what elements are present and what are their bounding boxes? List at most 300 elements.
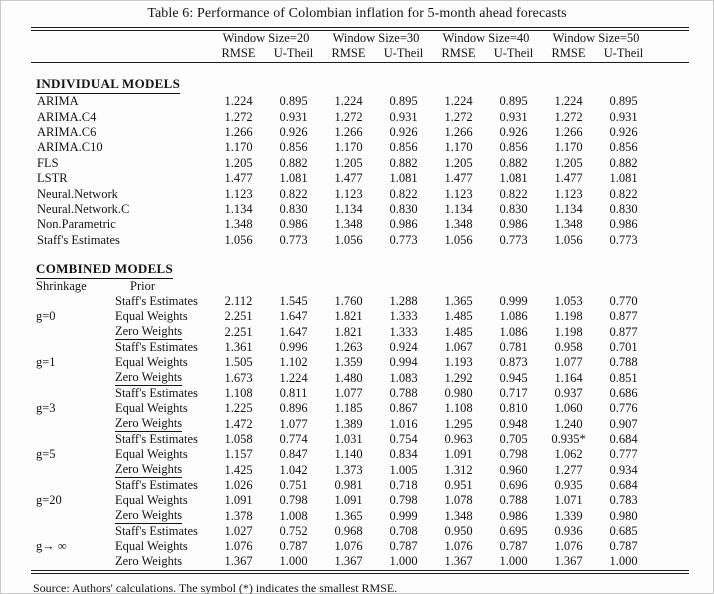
window-size-header: Window Size=20 — [222, 31, 310, 45]
value-cell: 1.123 — [334, 186, 363, 201]
value-cell: 1.373 — [334, 462, 363, 477]
combined-model-row — [31, 493, 689, 508]
value-cell: 1.266 — [554, 124, 583, 139]
value-cell: 0.960 — [499, 462, 528, 477]
combined-model-row — [31, 462, 689, 478]
value-cell: 1.295 — [444, 416, 473, 431]
value-cell: 0.718 — [389, 478, 418, 493]
value-cell: 1.224 — [554, 94, 583, 109]
spacer-cell — [651, 171, 689, 186]
shrinkage-label: g=20 — [36, 493, 62, 508]
combined-model-row — [31, 416, 689, 432]
combined-models-heading: COMBINED MODELS — [31, 261, 689, 279]
metric-header: RMSE — [331, 46, 366, 60]
value-cell: 1.240 — [554, 416, 583, 431]
value-cell: 1.053 — [554, 293, 583, 308]
window-size-header-row — [31, 31, 689, 46]
combined-model-row — [31, 432, 689, 447]
value-cell: 1.000 — [279, 554, 308, 569]
value-cell: 1.272 — [444, 109, 473, 124]
prior-label: Staff's Estimates — [115, 432, 198, 447]
value-cell: 1.067 — [444, 340, 473, 355]
individual-model-row — [31, 94, 689, 109]
combined-model-row — [31, 478, 689, 493]
value-cell: 1.060 — [554, 401, 583, 416]
spacer-cell — [651, 508, 689, 524]
value-cell: 0.708 — [389, 524, 418, 539]
value-cell: 0.695 — [499, 524, 528, 539]
value-cell: 1.266 — [334, 124, 363, 139]
value-cell: 0.986 — [609, 217, 638, 232]
value-cell: 1.081 — [609, 171, 638, 186]
value-cell: 1.008 — [279, 508, 308, 523]
value-cell: 0.937 — [554, 386, 583, 401]
shrinkage-label: g=5 — [36, 447, 56, 462]
combined-label-cell — [31, 309, 211, 324]
combined-label-cell — [31, 416, 211, 432]
spacer-cell — [651, 416, 689, 432]
prior-label: Equal Weights — [115, 539, 188, 554]
value-cell: 1.333 — [389, 308, 418, 323]
prior-label: Staff's Estimates — [115, 340, 198, 355]
metric-header: U-Theil — [603, 46, 644, 60]
value-cell: 1.076 — [224, 539, 253, 554]
model-label: ARIMA.C10 — [37, 140, 103, 155]
value-cell: 0.773 — [279, 232, 308, 247]
value-cell: 1.076 — [334, 539, 363, 554]
combined-model-row — [31, 386, 689, 401]
value-cell: 1.359 — [334, 355, 363, 370]
value-cell: 1.348 — [444, 508, 473, 523]
value-cell: 0.882 — [609, 155, 638, 170]
value-cell: 0.787 — [279, 539, 308, 554]
value-cell: 1.205 — [444, 155, 473, 170]
value-cell: 1.266 — [444, 124, 473, 139]
value-cell: 1.348 — [554, 217, 583, 232]
shrinkage-label: g→ ∞ — [36, 539, 67, 554]
value-cell: 1.367 — [444, 554, 473, 569]
model-label: ARIMA — [37, 94, 79, 109]
prior-label: Equal Weights — [115, 308, 188, 323]
value-cell: 1.123 — [554, 186, 583, 201]
value-cell: 1.224 — [334, 94, 363, 109]
value-cell: 0.822 — [609, 186, 638, 201]
spacer-cell — [651, 462, 689, 478]
value-cell: 2.251 — [224, 324, 253, 339]
value-cell: 1.361 — [224, 340, 253, 355]
value-cell: 0.996 — [279, 340, 308, 355]
spacer-cell — [651, 294, 689, 309]
value-cell: 1.224 — [224, 94, 253, 109]
spacer-cell — [651, 340, 689, 355]
value-cell: 1.134 — [224, 201, 253, 216]
value-cell: 1.367 — [224, 554, 253, 569]
table-title: Table 6: Performance of Colombian inflation for 5-month ahead forecasts — [147, 6, 567, 21]
value-cell: 1.016 — [389, 416, 418, 431]
combined-label-cell — [31, 340, 211, 355]
value-cell: 0.798 — [499, 447, 528, 462]
value-cell: 0.717 — [499, 386, 528, 401]
value-cell: 0.822 — [389, 186, 418, 201]
value-cell: 1.157 — [224, 447, 253, 462]
combined-label-cell — [31, 432, 211, 447]
results-table — [31, 27, 689, 594]
value-cell: 0.867 — [389, 401, 418, 416]
value-cell: 0.856 — [609, 140, 638, 155]
value-cell: 1.647 — [279, 308, 308, 323]
value-cell: 1.425 — [224, 462, 253, 477]
value-cell: 1.071 — [554, 493, 583, 508]
value-cell: 1.673 — [224, 370, 253, 385]
combined-label-cell — [31, 386, 211, 401]
value-cell: 1.134 — [554, 201, 583, 216]
value-cell: 0.773 — [499, 232, 528, 247]
spacer-cell — [651, 31, 689, 46]
value-cell: 1.205 — [334, 155, 363, 170]
value-cell: 0.856 — [279, 140, 308, 155]
spacer-cell — [651, 217, 689, 232]
value-cell: 1.076 — [444, 539, 473, 554]
spacer-cell — [651, 432, 689, 447]
value-cell: 0.931 — [609, 109, 638, 124]
combined-label-cell — [31, 370, 211, 386]
value-cell: 0.685 — [609, 524, 638, 539]
value-cell: 1.091 — [444, 447, 473, 462]
prior-label: Zero Weights — [115, 416, 183, 431]
value-cell: 0.810 — [499, 401, 528, 416]
model-label: LSTR — [37, 171, 68, 186]
value-cell: 1.123 — [224, 186, 253, 201]
spacer-cell — [651, 493, 689, 508]
value-cell: 1.224 — [444, 94, 473, 109]
value-cell: 0.787 — [499, 539, 528, 554]
value-cell: 0.931 — [389, 109, 418, 124]
value-cell: 0.986 — [499, 217, 528, 232]
shrinkage-label: g=3 — [36, 401, 56, 416]
value-cell: 0.684 — [609, 478, 638, 493]
value-cell: 0.830 — [609, 201, 638, 216]
individual-model-row — [31, 125, 689, 140]
value-cell: 0.882 — [389, 155, 418, 170]
value-cell: 1.272 — [224, 109, 253, 124]
individual-models-table — [31, 94, 689, 248]
value-cell: 0.773 — [609, 232, 638, 247]
value-cell: 0.935* — [551, 432, 586, 447]
value-cell: 1.205 — [554, 155, 583, 170]
prior-label: Staff's Estimates — [115, 293, 198, 308]
individual-model-row — [31, 109, 689, 124]
value-cell: 0.847 — [279, 447, 308, 462]
prior-label: Zero Weights — [115, 554, 183, 569]
value-cell: 0.822 — [279, 186, 308, 201]
combined-model-row — [31, 447, 689, 462]
value-cell: 1.263 — [334, 340, 363, 355]
combined-model-row — [31, 524, 689, 539]
value-cell: 0.830 — [279, 201, 308, 216]
value-cell: 0.980 — [609, 508, 638, 523]
value-cell: 1.000 — [609, 554, 638, 569]
value-cell: 1.198 — [554, 308, 583, 323]
spacer-cell — [651, 94, 689, 109]
value-cell: 1.062 — [554, 447, 583, 462]
model-label: Neural.Network — [37, 186, 118, 201]
value-cell: 1.170 — [554, 140, 583, 155]
value-cell: 1.224 — [279, 370, 308, 385]
metric-header-row — [31, 46, 689, 61]
prior-label: Staff's Estimates — [115, 478, 198, 493]
combined-label-cell — [31, 324, 211, 340]
value-cell: 0.770 — [609, 293, 638, 308]
value-cell: 0.856 — [389, 140, 418, 155]
spacer-cell — [651, 386, 689, 401]
prior-label: Equal Weights — [115, 355, 188, 370]
value-cell: 1.170 — [444, 140, 473, 155]
metric-header: RMSE — [221, 46, 256, 60]
value-cell: 0.873 — [499, 355, 528, 370]
value-cell: 1.170 — [334, 140, 363, 155]
combined-subheader-cell — [31, 279, 211, 294]
value-cell: 0.999 — [389, 508, 418, 523]
value-cell: 2.251 — [224, 308, 253, 323]
metric-header: U-Theil — [493, 46, 534, 60]
value-cell: 1.042 — [279, 462, 308, 477]
value-cell: 0.963 — [444, 432, 473, 447]
value-cell: 0.684 — [609, 432, 638, 447]
metric-header: RMSE — [551, 46, 586, 60]
value-cell: 1.505 — [224, 355, 253, 370]
value-cell: 1.185 — [334, 401, 363, 416]
combined-label-cell — [31, 447, 211, 462]
spacer-cell — [651, 156, 689, 171]
value-cell: 0.830 — [499, 201, 528, 216]
combined-model-row — [31, 294, 689, 309]
value-cell: 1.056 — [224, 232, 253, 247]
value-cell: 1.076 — [554, 539, 583, 554]
value-cell: 1.198 — [554, 324, 583, 339]
spacer-cell — [31, 46, 211, 61]
model-label: FLS — [37, 155, 59, 170]
combined-model-row — [31, 324, 689, 340]
value-cell: 1.086 — [499, 324, 528, 339]
value-cell: 1.485 — [444, 308, 473, 323]
value-cell: 0.822 — [499, 186, 528, 201]
spacer-cell — [651, 539, 689, 554]
value-cell: 1.348 — [334, 217, 363, 232]
value-cell: 1.134 — [444, 201, 473, 216]
value-cell: 0.882 — [279, 155, 308, 170]
value-cell: 0.895 — [609, 94, 638, 109]
value-cell: 1.081 — [279, 171, 308, 186]
spacer-cell — [211, 279, 689, 294]
prior-label: Equal Weights — [115, 401, 188, 416]
value-cell: 0.788 — [389, 386, 418, 401]
source-note: Source: Authors' calculations. The symbol (*) indicates the smallest RMSE. — [33, 580, 398, 594]
value-cell: 1.102 — [279, 355, 308, 370]
value-cell: 1.027 — [224, 524, 253, 539]
combined-model-row — [31, 370, 689, 386]
value-cell: 0.895 — [499, 94, 528, 109]
prior-label: Zero Weights — [115, 370, 183, 385]
combined-label-cell — [31, 524, 211, 539]
value-cell: 0.754 — [389, 432, 418, 447]
prior-label: Zero Weights — [115, 462, 183, 477]
value-cell: 1.031 — [334, 432, 363, 447]
combined-label-cell — [31, 539, 211, 554]
prior-column-header: Prior — [130, 278, 155, 293]
spacer-cell — [651, 401, 689, 416]
model-label: ARIMA.C6 — [37, 124, 97, 139]
value-cell: 0.776 — [609, 401, 638, 416]
value-cell: 0.926 — [499, 124, 528, 139]
individual-models-heading: INDIVIDUAL MODELS — [31, 76, 689, 94]
individual-model-row — [31, 156, 689, 171]
combined-label-cell — [31, 478, 211, 493]
prior-label: Equal Weights — [115, 493, 188, 508]
value-cell: 0.851 — [609, 370, 638, 385]
combined-model-row — [31, 401, 689, 416]
value-cell: 0.751 — [279, 478, 308, 493]
combined-model-row — [31, 508, 689, 524]
value-cell: 1.058 — [224, 432, 253, 447]
header-rule — [31, 62, 689, 63]
spacer-cell — [651, 309, 689, 324]
spacer-cell — [651, 46, 689, 61]
value-cell: 1.077 — [554, 355, 583, 370]
metric-header: U-Theil — [383, 46, 424, 60]
value-cell: 1.485 — [444, 324, 473, 339]
value-cell: 0.907 — [609, 416, 638, 431]
value-cell: 1.365 — [444, 293, 473, 308]
value-cell: 0.935 — [554, 478, 583, 493]
value-cell: 1.077 — [279, 416, 308, 431]
value-cell: 1.477 — [334, 171, 363, 186]
spacer-cell — [651, 447, 689, 462]
value-cell: 2.112 — [224, 293, 253, 308]
value-cell: 1.378 — [224, 508, 253, 523]
value-cell: 1.821 — [334, 308, 363, 323]
value-cell: 1.170 — [224, 140, 253, 155]
value-cell: 1.545 — [279, 293, 308, 308]
value-cell: 0.877 — [609, 308, 638, 323]
spacer-cell — [651, 370, 689, 386]
model-label: Non.Parametric — [37, 217, 116, 232]
value-cell: 0.936 — [554, 524, 583, 539]
value-cell: 0.968 — [334, 524, 363, 539]
value-cell: 1.348 — [444, 217, 473, 232]
value-cell: 0.787 — [609, 539, 638, 554]
prior-label: Zero Weights — [115, 324, 183, 338]
value-cell: 1.056 — [334, 232, 363, 247]
value-cell: 1.086 — [499, 308, 528, 323]
individual-model-row — [31, 217, 689, 232]
value-cell: 1.472 — [224, 416, 253, 431]
window-size-header: Window Size=30 — [332, 31, 420, 45]
spacer-cell — [31, 31, 211, 46]
prior-label: Equal Weights — [115, 447, 188, 462]
combined-label-cell — [31, 355, 211, 370]
value-cell: 1.140 — [334, 447, 363, 462]
value-cell: 1.005 — [389, 462, 418, 477]
value-cell: 0.787 — [389, 539, 418, 554]
value-cell: 1.760 — [334, 293, 363, 308]
value-cell: 0.830 — [389, 201, 418, 216]
window-size-header: Window Size=50 — [552, 31, 640, 45]
metric-header: RMSE — [441, 46, 476, 60]
prior-label: Staff's Estimates — [115, 524, 198, 539]
value-cell: 0.834 — [389, 447, 418, 462]
value-cell: 0.895 — [279, 94, 308, 109]
value-cell: 0.924 — [389, 340, 418, 355]
individual-model-row — [31, 171, 689, 186]
shrinkage-label: g=0 — [36, 308, 56, 323]
value-cell: 0.950 — [444, 524, 473, 539]
individual-model-row — [31, 202, 689, 217]
combined-label-cell — [31, 554, 211, 569]
value-cell: 0.788 — [609, 355, 638, 370]
value-cell: 0.705 — [499, 432, 528, 447]
individual-model-row — [31, 140, 689, 155]
value-cell: 1.365 — [334, 508, 363, 523]
combined-label-cell — [31, 462, 211, 478]
value-cell: 1.108 — [444, 401, 473, 416]
spacer-cell — [651, 355, 689, 370]
value-cell: 1.205 — [224, 155, 253, 170]
value-cell: 0.877 — [609, 324, 638, 339]
value-cell: 0.958 — [554, 340, 583, 355]
combined-label-cell — [31, 508, 211, 524]
value-cell: 1.389 — [334, 416, 363, 431]
shrinkage-column-header: Shrinkage — [36, 278, 87, 293]
value-cell: 1.367 — [334, 554, 363, 569]
value-cell: 0.781 — [499, 340, 528, 355]
value-cell: 0.811 — [279, 386, 308, 401]
value-cell: 1.026 — [224, 478, 253, 493]
value-cell: 1.821 — [334, 324, 363, 339]
spacer-cell — [651, 140, 689, 155]
value-cell: 1.288 — [389, 293, 418, 308]
prior-label: Zero Weights — [115, 508, 183, 523]
value-cell: 1.477 — [554, 171, 583, 186]
value-cell: 0.686 — [609, 386, 638, 401]
value-cell: 1.367 — [554, 554, 583, 569]
value-cell: 0.986 — [279, 217, 308, 232]
value-cell: 0.948 — [499, 416, 528, 431]
spacer-cell — [651, 233, 689, 248]
combined-model-row — [31, 554, 689, 569]
individual-model-row — [31, 233, 689, 248]
value-cell: 0.945 — [499, 370, 528, 385]
value-cell: 1.077 — [334, 386, 363, 401]
value-cell: 0.931 — [279, 109, 308, 124]
value-cell: 1.193 — [444, 355, 473, 370]
spacer-cell — [651, 109, 689, 124]
combined-label-cell — [31, 401, 211, 416]
value-cell: 0.926 — [279, 124, 308, 139]
combined-model-row — [31, 539, 689, 554]
value-cell: 1.081 — [499, 171, 528, 186]
combined-model-row — [31, 355, 689, 370]
spacer-cell — [651, 524, 689, 539]
combined-label-cell — [31, 493, 211, 508]
value-cell: 1.091 — [334, 493, 363, 508]
value-cell: 1.123 — [444, 186, 473, 201]
model-label: Staff's Estimates — [37, 232, 120, 247]
value-cell: 0.934 — [609, 462, 638, 477]
value-cell: 0.788 — [499, 493, 528, 508]
combined-subheader-row — [31, 279, 689, 294]
value-cell: 1.164 — [554, 370, 583, 385]
spacer-cell — [651, 125, 689, 140]
